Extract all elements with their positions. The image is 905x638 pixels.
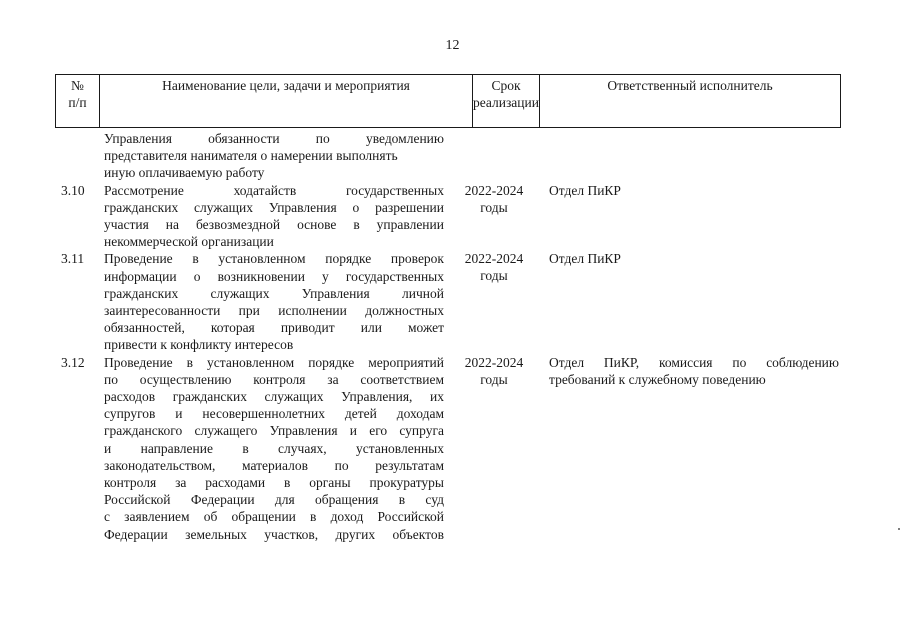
row-description [104, 354, 444, 543]
description-line: Федерации земельных участков, других объектов [104, 526, 444, 542]
description-line: иную оплачиваемую работу [104, 165, 265, 181]
description-line: Российской Федерации для обращения в суд [104, 492, 444, 508]
term-unit: годы [480, 199, 508, 215]
table-row [55, 130, 841, 182]
term-years: 2022-2024 [464, 354, 524, 370]
description-line: представителя нанимателя о намерении выполнять [104, 148, 398, 164]
row-responsible [549, 182, 839, 199]
description-line: расходов гражданских служащих Управления, их [104, 389, 444, 405]
row-description [104, 130, 444, 182]
term-years: 2022-2024 [464, 182, 524, 198]
description-line: и направление в случаях, установленных [104, 440, 444, 456]
row-number [55, 250, 99, 267]
header-number [56, 77, 99, 111]
term-unit: годы [480, 268, 508, 284]
row-number [55, 354, 99, 371]
responsible-line: Отдел ПиКР [549, 182, 621, 198]
description-line: контроля за расходами в органы прокуратуры [104, 475, 444, 491]
header-name [100, 77, 472, 94]
row-term [453, 354, 535, 388]
description-line: Проведение в установленном порядке мероприятий [104, 354, 444, 370]
row-term [453, 182, 535, 216]
description-line: участия на безвозмездной основе в управлении [104, 217, 444, 233]
description-line: супругов и несовершеннолетних детей доходам [104, 406, 444, 422]
row-term [453, 250, 535, 284]
description-line: с заявлением об обращении в доход Российской [104, 509, 444, 525]
row-number-value: 3.11 [61, 251, 85, 267]
responsible-line: Отдел ПиКР [549, 251, 621, 267]
page-number: 12 [445, 38, 460, 53]
table-header [55, 74, 841, 128]
row-description [104, 182, 444, 251]
header-name-label: Наименование цели, задачи и мероприятия [162, 78, 410, 93]
description-line: законодательством, материалов по результатам [104, 457, 444, 473]
responsible-line: требований к служебному поведению [549, 371, 766, 387]
description-line: Рассмотрение ходатайств государственных [104, 182, 444, 198]
description-line: обязанностей, которая приводит или может [104, 320, 444, 336]
description-line: привести к конфликту интересов [104, 337, 294, 353]
header-number-abbr: п/п [68, 95, 87, 110]
row-number-value: 3.10 [61, 182, 85, 198]
row-responsible [549, 354, 839, 388]
header-responsible [540, 77, 840, 94]
header-term-line1: Срок [491, 78, 521, 93]
description-line: гражданского служащего Управления и его супруга [104, 423, 444, 439]
row-description [104, 250, 444, 353]
term-unit: годы [480, 371, 508, 387]
table-row [55, 250, 841, 353]
description-line: Управления обязанности по уведомлению [104, 131, 444, 146]
description-line: по осуществлению контроля за соответствием [104, 371, 444, 387]
description-line: информации о возникновении у государственных [104, 268, 444, 284]
header-term-line2: реализации [473, 95, 539, 110]
table-row [55, 354, 841, 543]
description-line: гражданских служащих Управления личной [104, 285, 444, 301]
header-number-symbol: № [71, 78, 84, 93]
scan-speck [898, 528, 900, 530]
header-responsible-label: Ответственный исполнитель [607, 78, 773, 93]
row-number [55, 182, 99, 199]
term-years: 2022-2024 [464, 251, 524, 267]
table-row [55, 182, 841, 251]
row-responsible [549, 250, 839, 267]
description-line: гражданских служащих Управления о разрешении [104, 199, 444, 215]
table-body [55, 130, 841, 543]
description-line: некоммерческой организации [104, 234, 274, 250]
row-number-value: 3.12 [61, 354, 85, 370]
responsible-line: Отдел ПиКР, комиссия по соблюдению [549, 354, 839, 370]
description-line: Проведение в установленном порядке проверок [104, 251, 444, 267]
header-term [473, 77, 539, 111]
description-line: заинтересованности при исполнении должностных [104, 303, 444, 319]
